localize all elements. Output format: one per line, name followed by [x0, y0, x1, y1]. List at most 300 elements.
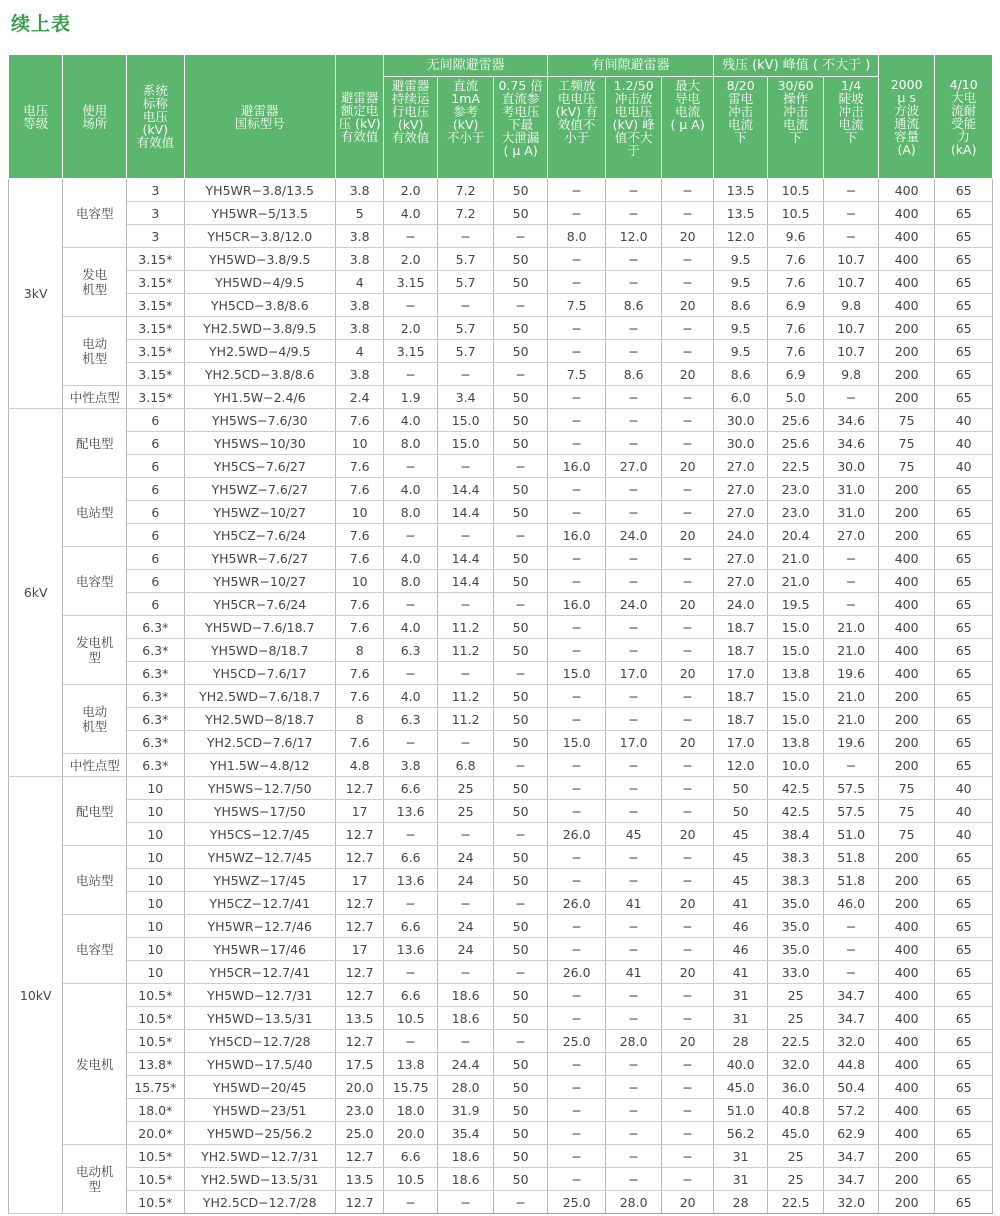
location-cell: 中性点型: [63, 754, 127, 777]
table-cell: −: [384, 662, 437, 685]
table-cell: 3.15: [384, 271, 437, 294]
table-cell: −: [606, 1007, 662, 1030]
table-cell: 50: [494, 179, 548, 202]
table-cell: 13.6: [384, 938, 437, 961]
location-cell: 配电型: [63, 777, 127, 846]
table-cell: 13.6: [384, 800, 437, 823]
table-cell: 57.5: [824, 777, 879, 800]
header-steep: 1/4 陡坡 冲击 电流 下: [824, 77, 879, 179]
table-cell: 13.8*: [127, 1053, 185, 1076]
table-cell: 45: [606, 823, 662, 846]
table-cell: 22.5: [767, 455, 824, 478]
table-cell: −: [547, 1076, 606, 1099]
table-cell: −: [494, 593, 548, 616]
table-cell: 14.4: [437, 478, 494, 501]
table-cell: 24: [437, 938, 494, 961]
table-cell: 65: [935, 363, 993, 386]
table-cell: −: [547, 708, 606, 731]
table-cell: 50: [494, 938, 548, 961]
table-cell: 34.7: [824, 1168, 879, 1191]
table-cell: 13.8: [767, 662, 824, 685]
table-row: [9, 317, 993, 340]
table-cell: YH5WD−20/45: [184, 1076, 335, 1099]
table-cell: −: [661, 547, 713, 570]
table-cell: −: [661, 409, 713, 432]
table-cell: −: [824, 915, 879, 938]
table-cell: YH5CZ−7.6/24: [184, 524, 335, 547]
table-cell: 27.0: [824, 524, 879, 547]
page-title: 续上表: [11, 13, 72, 35]
table-cell: YH5WS−10/30: [184, 432, 335, 455]
table-cell: 13.8: [384, 1053, 437, 1076]
table-cell: 15.0: [767, 685, 824, 708]
table-cell: 50: [494, 685, 548, 708]
table-cell: −: [661, 248, 713, 271]
table-cell: −: [437, 524, 494, 547]
table-cell: 25: [767, 1145, 824, 1168]
table-cell: 45: [714, 846, 767, 869]
table-cell: −: [606, 478, 662, 501]
table-row: [9, 1145, 993, 1168]
table-cell: 25.6: [767, 432, 824, 455]
table-cell: −: [606, 317, 662, 340]
table-cell: 200: [878, 846, 935, 869]
table-cell: 17: [335, 938, 383, 961]
table-cell: 65: [935, 1145, 993, 1168]
table-cell: 16.0: [547, 593, 606, 616]
table-cell: 10.0: [767, 754, 824, 777]
table-cell: 4: [335, 340, 383, 363]
table-cell: 5: [335, 202, 383, 225]
table-cell: 6.8: [437, 754, 494, 777]
table-cell: −: [824, 754, 879, 777]
table-cell: 10: [127, 800, 185, 823]
table-cell: −: [437, 1191, 494, 1214]
header-high-current: 4/10 大电 流耐 受能 力 (kA): [935, 55, 993, 179]
table-cell: 50: [494, 271, 548, 294]
table-row: [9, 294, 993, 317]
table-cell: −: [384, 731, 437, 754]
table-cell: 7.6: [335, 524, 383, 547]
table-cell: 24.0: [606, 524, 662, 547]
table-cell: 8.6: [714, 294, 767, 317]
table-cell: −: [661, 915, 713, 938]
table-cell: 400: [878, 1053, 935, 1076]
table-cell: 7.5: [547, 294, 606, 317]
table-cell: −: [494, 892, 548, 915]
table-cell: −: [547, 179, 606, 202]
table-cell: 19.5: [767, 593, 824, 616]
table-cell: −: [437, 363, 494, 386]
table-cell: −: [606, 754, 662, 777]
table-cell: 65: [935, 248, 993, 271]
table-cell: 4.0: [384, 685, 437, 708]
table-cell: −: [547, 685, 606, 708]
table-cell: YH2.5CD−3.8/8.6: [184, 363, 335, 386]
table-cell: 11.2: [437, 639, 494, 662]
table-cell: 65: [935, 915, 993, 938]
location-cell: 中性点型: [63, 386, 127, 409]
table-cell: 30.0: [714, 432, 767, 455]
table-cell: −: [661, 616, 713, 639]
table-cell: 28: [714, 1030, 767, 1053]
table-cell: 400: [878, 248, 935, 271]
table-cell: −: [547, 846, 606, 869]
table-cell: −: [547, 432, 606, 455]
table-cell: 31: [714, 984, 767, 1007]
table-cell: −: [547, 869, 606, 892]
table-cell: 20: [661, 662, 713, 685]
table-row: [9, 915, 993, 938]
table-cell: 5.7: [437, 340, 494, 363]
table-cell: 3.15*: [127, 271, 185, 294]
table-cell: 15.0: [767, 708, 824, 731]
table-cell: 22.5: [767, 1191, 824, 1214]
table-cell: 50.4: [824, 1076, 879, 1099]
table-cell: 20.0: [384, 1122, 437, 1145]
table-cell: 65: [935, 731, 993, 754]
table-cell: 25: [437, 800, 494, 823]
table-cell: 17: [335, 800, 383, 823]
table-cell: −: [661, 777, 713, 800]
header-leakage: 0.75 倍 直流参 考电压 下最 大泄漏 ( μ A): [494, 77, 548, 179]
table-cell: 8.6: [714, 363, 767, 386]
table-cell: 34.7: [824, 1007, 879, 1030]
table-cell: 3.8: [335, 294, 383, 317]
location-cell: 电容型: [63, 179, 127, 248]
table-cell: −: [547, 570, 606, 593]
table-cell: 40: [935, 409, 993, 432]
table-cell: 8.0: [384, 570, 437, 593]
table-cell: 3.15*: [127, 317, 185, 340]
table-cell: YH5CR−3.8/12.0: [184, 225, 335, 248]
table-cell: 65: [935, 846, 993, 869]
table-cell: −: [547, 777, 606, 800]
table-cell: 34.7: [824, 1145, 879, 1168]
table-cell: 45: [714, 869, 767, 892]
table-cell: 23.0: [767, 501, 824, 524]
table-cell: 20.4: [767, 524, 824, 547]
table-cell: 12.7: [335, 1030, 383, 1053]
table-cell: YH2.5WD−7.6/18.7: [184, 685, 335, 708]
table-cell: 2.4: [335, 386, 383, 409]
table-cell: 7.6: [767, 317, 824, 340]
table-cell: 7.2: [437, 179, 494, 202]
table-cell: 50: [714, 800, 767, 823]
table-cell: −: [384, 363, 437, 386]
table-row: [9, 202, 993, 225]
table-cell: 65: [935, 1053, 993, 1076]
table-cell: −: [606, 248, 662, 271]
table-cell: −: [384, 225, 437, 248]
table-cell: −: [606, 800, 662, 823]
arrester-spec-table: [8, 55, 993, 1214]
table-cell: 20: [661, 225, 713, 248]
table-cell: 7.6: [767, 248, 824, 271]
table-cell: 50: [714, 777, 767, 800]
table-cell: 18.6: [437, 1007, 494, 1030]
table-cell: 200: [878, 524, 935, 547]
table-cell: −: [547, 317, 606, 340]
table-cell: −: [494, 524, 548, 547]
table-cell: 6.6: [384, 777, 437, 800]
table-row: [9, 777, 993, 800]
table-cell: 400: [878, 202, 935, 225]
table-cell: 6.0: [714, 386, 767, 409]
table-cell: 32.0: [767, 1053, 824, 1076]
table-cell: 46: [714, 938, 767, 961]
table-cell: 21.0: [767, 570, 824, 593]
table-cell: 65: [935, 708, 993, 731]
table-cell: 6: [127, 409, 185, 432]
table-cell: 65: [935, 179, 993, 202]
table-cell: 6.3: [384, 639, 437, 662]
table-cell: 10: [335, 570, 383, 593]
table-cell: YH5WR−3.8/13.5: [184, 179, 335, 202]
table-cell: 6: [127, 524, 185, 547]
table-cell: YH5CS−7.6/27: [184, 455, 335, 478]
table-cell: 3.8: [335, 317, 383, 340]
table-cell: 400: [878, 547, 935, 570]
table-cell: 15.0: [547, 731, 606, 754]
table-cell: 18.6: [437, 1145, 494, 1168]
table-cell: 65: [935, 1099, 993, 1122]
table-cell: −: [606, 685, 662, 708]
table-row: [9, 846, 993, 869]
table-header: [9, 55, 993, 179]
table-cell: 400: [878, 616, 935, 639]
table-cell: 16.0: [547, 524, 606, 547]
table-row: [9, 1191, 993, 1214]
table-cell: 65: [935, 1168, 993, 1191]
table-cell: 12.7: [335, 961, 383, 984]
table-cell: 1.9: [384, 386, 437, 409]
table-row: [9, 685, 993, 708]
table-cell: 50: [494, 639, 548, 662]
table-cell: 27.0: [714, 570, 767, 593]
table-cell: 20: [661, 593, 713, 616]
table-cell: 50: [494, 1122, 548, 1145]
table-cell: −: [437, 225, 494, 248]
table-cell: 5.7: [437, 271, 494, 294]
table-cell: 20: [661, 823, 713, 846]
location-cell: 电动机 型: [63, 1145, 127, 1214]
table-cell: −: [437, 892, 494, 915]
table-cell: 9.5: [714, 317, 767, 340]
table-cell: 10: [127, 915, 185, 938]
table-cell: 7.6: [335, 662, 383, 685]
table-cell: 25: [767, 984, 824, 1007]
table-cell: 38.3: [767, 846, 824, 869]
table-cell: 50: [494, 409, 548, 432]
table-cell: 12.7: [335, 1191, 383, 1214]
table-cell: 200: [878, 731, 935, 754]
table-cell: 10: [127, 846, 185, 869]
table-row: [9, 1076, 993, 1099]
table-cell: 26.0: [547, 892, 606, 915]
table-row: [9, 708, 993, 731]
table-cell: YH2.5WD−8/18.7: [184, 708, 335, 731]
table-cell: 25.0: [547, 1030, 606, 1053]
table-cell: −: [547, 915, 606, 938]
table-cell: 6.3*: [127, 639, 185, 662]
table-cell: 50: [494, 501, 548, 524]
table-cell: 8.6: [606, 363, 662, 386]
table-cell: 5.7: [437, 317, 494, 340]
table-cell: 46: [714, 915, 767, 938]
table-cell: 18.0: [384, 1099, 437, 1122]
table-cell: −: [606, 547, 662, 570]
table-cell: −: [606, 1076, 662, 1099]
table-cell: −: [547, 1122, 606, 1145]
table-cell: 10.7: [824, 340, 879, 363]
table-row: [9, 892, 993, 915]
table-cell: 27.0: [714, 501, 767, 524]
table-cell: 28.0: [606, 1191, 662, 1214]
table-cell: 200: [878, 869, 935, 892]
table-cell: −: [494, 754, 548, 777]
table-cell: −: [547, 547, 606, 570]
table-cell: −: [606, 386, 662, 409]
table-cell: 18.7: [714, 685, 767, 708]
table-cell: YH2.5WD−3.8/9.5: [184, 317, 335, 340]
table-cell: YH5WD−4/9.5: [184, 271, 335, 294]
table-cell: 15.0: [767, 639, 824, 662]
table-cell: 75: [878, 432, 935, 455]
table-cell: −: [661, 570, 713, 593]
table-cell: 75: [878, 409, 935, 432]
table-cell: 3.8: [384, 754, 437, 777]
table-cell: 30.0: [824, 455, 879, 478]
table-cell: 12.7: [335, 1145, 383, 1168]
table-cell: −: [547, 639, 606, 662]
table-cell: 13.5: [335, 1168, 383, 1191]
table-cell: 31.0: [824, 478, 879, 501]
table-cell: 8.0: [384, 501, 437, 524]
table-cell: YH5WR−5/13.5: [184, 202, 335, 225]
table-cell: −: [547, 1007, 606, 1030]
table-cell: 10.5: [767, 179, 824, 202]
table-cell: 50: [494, 800, 548, 823]
table-cell: 10.7: [824, 248, 879, 271]
table-cell: 200: [878, 754, 935, 777]
table-cell: 6.3*: [127, 662, 185, 685]
table-cell: 65: [935, 616, 993, 639]
table-cell: YH5CS−12.7/45: [184, 823, 335, 846]
table-cell: 3.8: [335, 179, 383, 202]
table-cell: 50: [494, 1076, 548, 1099]
table-cell: 65: [935, 685, 993, 708]
table-cell: −: [547, 616, 606, 639]
table-cell: 8: [335, 708, 383, 731]
table-cell: 6.6: [384, 1145, 437, 1168]
table-cell: −: [547, 1099, 606, 1122]
table-cell: 65: [935, 1191, 993, 1214]
table-cell: 4.0: [384, 547, 437, 570]
table-cell: −: [661, 1053, 713, 1076]
table-cell: −: [661, 432, 713, 455]
table-cell: 10: [127, 823, 185, 846]
table-cell: 15.0: [437, 432, 494, 455]
table-cell: −: [661, 340, 713, 363]
table-cell: 31.9: [437, 1099, 494, 1122]
table-cell: −: [661, 1145, 713, 1168]
table-cell: 45.0: [767, 1122, 824, 1145]
table-cell: −: [606, 1122, 662, 1145]
table-cell: −: [606, 1099, 662, 1122]
table-cell: 35.4: [437, 1122, 494, 1145]
table-cell: −: [547, 1053, 606, 1076]
table-cell: YH5WD−8/18.7: [184, 639, 335, 662]
table-cell: 38.4: [767, 823, 824, 846]
table-cell: 65: [935, 869, 993, 892]
table-cell: 32.0: [824, 1191, 879, 1214]
table-cell: −: [547, 478, 606, 501]
table-cell: 400: [878, 570, 935, 593]
table-cell: 6: [127, 478, 185, 501]
table-cell: 3.15*: [127, 340, 185, 363]
table-cell: 6.3*: [127, 731, 185, 754]
table-cell: 12.0: [714, 754, 767, 777]
table-cell: 6.9: [767, 294, 824, 317]
table-cell: YH5WZ−10/27: [184, 501, 335, 524]
table-cell: 7.6: [335, 685, 383, 708]
table-row: [9, 754, 993, 777]
table-cell: 3: [127, 225, 185, 248]
table-cell: 41: [714, 961, 767, 984]
table-cell: 400: [878, 179, 935, 202]
table-cell: −: [547, 340, 606, 363]
table-cell: 16.0: [547, 455, 606, 478]
table-cell: −: [384, 455, 437, 478]
location-cell: 电站型: [63, 846, 127, 915]
table-cell: 17.5: [335, 1053, 383, 1076]
table-cell: YH2.5CD−7.6/17: [184, 731, 335, 754]
table-cell: YH2.5WD−12.7/31: [184, 1145, 335, 1168]
table-cell: 10: [127, 961, 185, 984]
table-cell: 10.5: [384, 1168, 437, 1191]
table-cell: 41: [714, 892, 767, 915]
table-row: [9, 1053, 993, 1076]
table-cell: 400: [878, 593, 935, 616]
table-cell: 26.0: [547, 823, 606, 846]
table-cell: −: [661, 202, 713, 225]
table-cell: −: [606, 432, 662, 455]
table-row: [9, 455, 993, 478]
voltage-level-cell: 3kV: [9, 179, 63, 409]
table-cell: 26.0: [547, 961, 606, 984]
table-row: [9, 731, 993, 754]
table-cell: −: [437, 662, 494, 685]
table-cell: 50: [494, 731, 548, 754]
table-cell: 23.0: [335, 1099, 383, 1122]
table-cell: 6.3*: [127, 754, 185, 777]
table-cell: −: [437, 593, 494, 616]
table-cell: −: [824, 179, 879, 202]
table-cell: −: [384, 524, 437, 547]
table-cell: YH5WR−7.6/27: [184, 547, 335, 570]
table-cell: 28: [714, 1191, 767, 1214]
location-cell: 配电型: [63, 409, 127, 478]
table-cell: 31: [714, 1007, 767, 1030]
table-cell: 13.6: [384, 869, 437, 892]
table-cell: −: [384, 961, 437, 984]
table-cell: 10: [127, 869, 185, 892]
table-cell: 12.0: [606, 225, 662, 248]
table-cell: YH5WR−17/46: [184, 938, 335, 961]
table-cell: YH5WD−12.7/31: [184, 984, 335, 1007]
location-cell: 电容型: [63, 915, 127, 984]
